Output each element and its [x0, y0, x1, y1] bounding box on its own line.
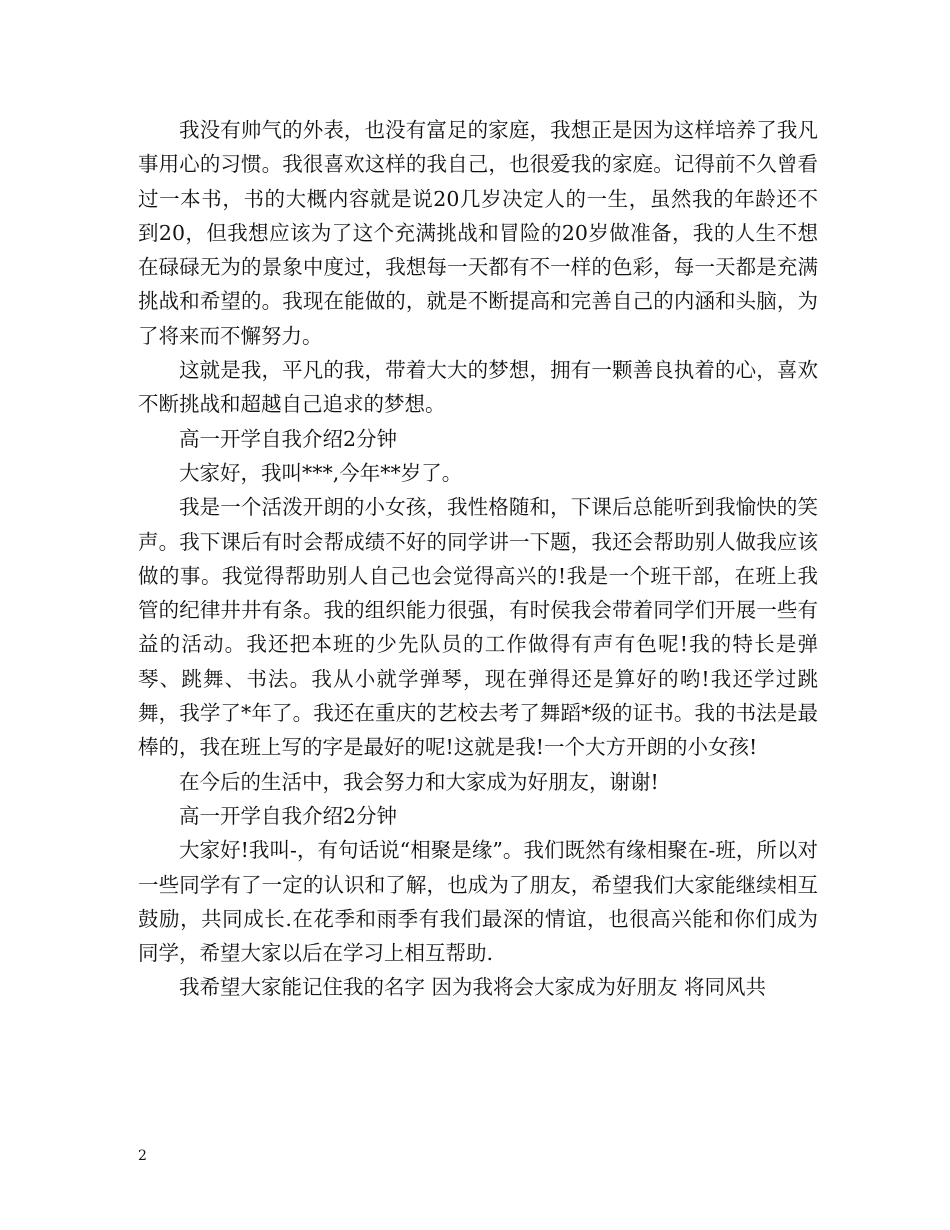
paragraph: 在今后的生活中，我会努力和大家成为好朋友，谢谢! [179, 769, 659, 794]
section-heading: 高一开学自我介绍2分钟 [179, 426, 398, 451]
paragraph: 大家好!我叫-，有句话说“相聚是缘”。我们既然有缘相聚在-班，所以对一些同学有了一定的认识和了解，也成为了朋友，希望我们大家能继续相互鼓励，共同成长.在花季和雨季有我们最深的情谊，也很高兴能和你们成为同学，希望大家以后在学习上相互帮助. [138, 838, 818, 966]
paragraph: 我希望大家能记住我的名字 因为我将会大家成为好朋友 将同风共 [179, 975, 767, 1000]
page-number: 2 [138, 1148, 147, 1164]
paragraph: 大家好，我叫***,今年**岁了。 [179, 460, 463, 485]
paragraph: 我是一个活泼开朗的小女孩，我性格随和，下课后总能听到我愉快的笑声。我下课后有时会帮成绩不好的同学讲一下题，我还会帮助别人做我应该做的事。我觉得帮助别人自己也会觉得高兴的!我是一个班干部，在班上我管的纪律井井有条。我的组织能力很强，有时侯我会带着同学们开展一些有益的活动。我还把本班的少先队员的工作做得有声有色呢!我的特长是弹琴、跳舞、书法。我从小就学弹琴，现在弹得还是算好的哟!我还学过跳舞，我学了*年了。我还在重庆的艺校去考了舞蹈*级的证书。我的书法是最棒的，我在班上写的字是最好的呢!这就是我!一个大方开朗的小女孩! [138, 495, 818, 760]
paragraph: 这就是我，平凡的我，带着大大的梦想，拥有一颗善良执着的心，喜欢不断挑战和超越自己追求的梦想。 [138, 358, 818, 417]
paragraph: 我没有帅气的外表，也没有富足的家庭，我想正是因为这样培养了我凡事用心的习惯。我很喜欢这样的我自己，也很爱我的家庭。记得前不久曾看过一本书，书的大概内容就是说20几岁决定人的一生，虽然我的年龄还不到20，但我想应该为了这个充满挑战和冒险的20岁做准备，我的人生不想在碌碌无为的景象中度过，我想每一天都有不一样的色彩，每一天都是充满挑战和希望的。我现在能做的，就是不断提高和完善自己的内涵和头脑，为了将来而不懈努力。 [138, 118, 818, 348]
section-heading: 高一开学自我介绍2分钟 [179, 803, 398, 828]
document-body [138, 113, 818, 1005]
